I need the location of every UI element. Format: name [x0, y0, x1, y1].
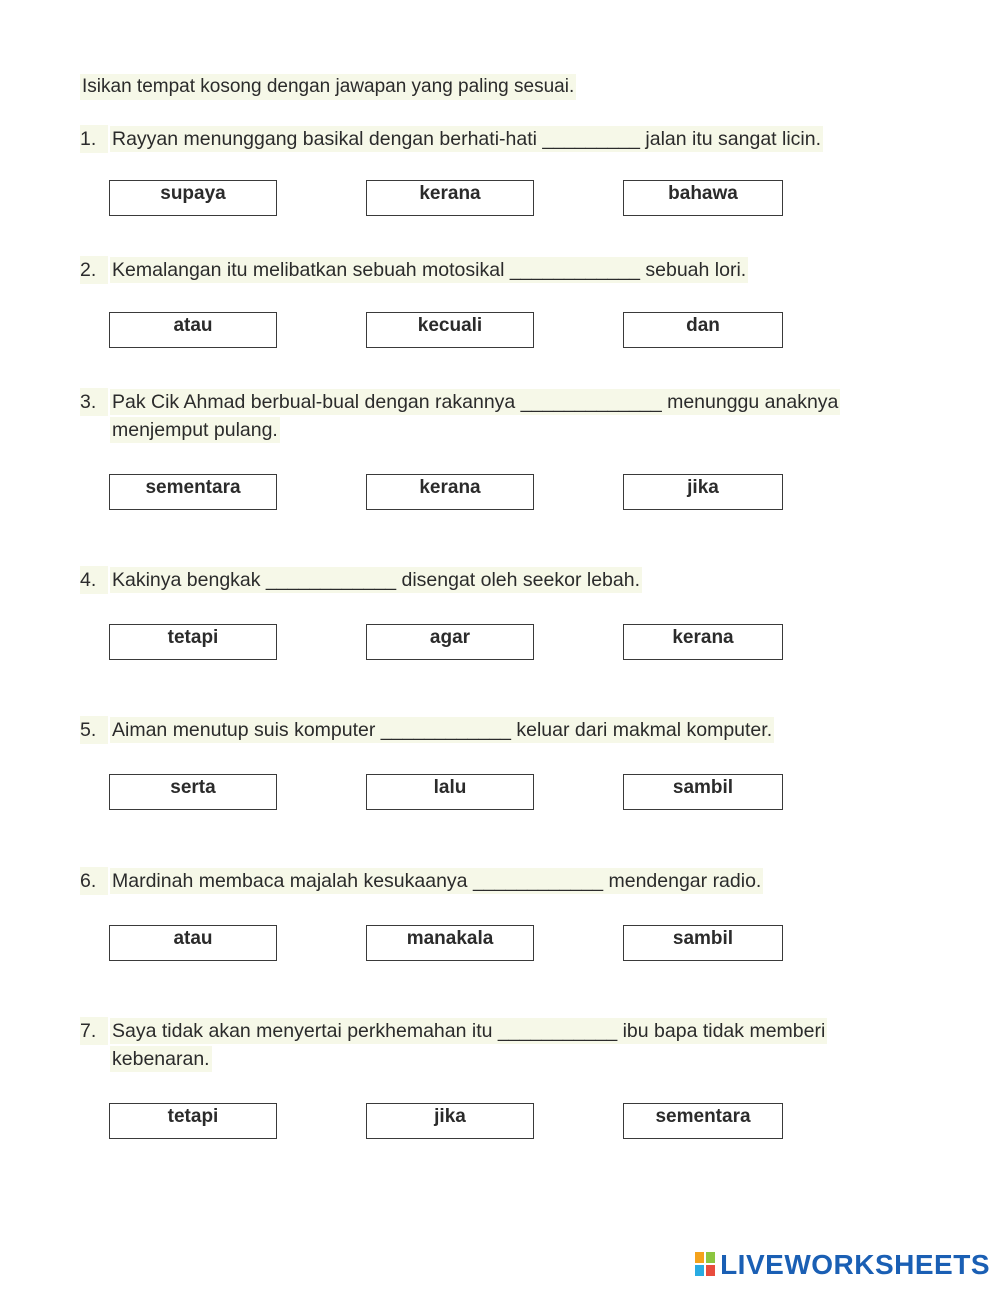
question-number: 6.: [80, 867, 108, 895]
option-manakala[interactable]: manakala: [366, 925, 534, 961]
option-serta[interactable]: serta: [109, 774, 277, 810]
option-atau[interactable]: atau: [109, 312, 277, 348]
option-agar[interactable]: agar: [366, 624, 534, 660]
option-bahawa[interactable]: bahawa: [623, 180, 783, 216]
question-3: [80, 388, 840, 444]
option-lalu[interactable]: lalu: [366, 774, 534, 810]
question-text: Kakinya bengkak ____________ disengat oleh seekor lebah.: [112, 569, 640, 591]
question-text: Kemalangan itu melibatkan sebuah motosikal ____________ sebuah lori.: [112, 259, 747, 281]
option-tetapi[interactable]: tetapi: [109, 624, 277, 660]
logo-text: LIVEWORKSHEETS: [720, 1249, 990, 1280]
option-sementara[interactable]: sementara: [623, 1103, 783, 1139]
option-sambil[interactable]: sambil: [623, 925, 783, 961]
question-text: Pak Cik Ahmad berbual-bual dengan rakannya _____________ menunggu anaknya: [112, 391, 839, 413]
question-text-continued: kebenaran.: [112, 1048, 210, 1070]
option-supaya[interactable]: supaya: [109, 180, 277, 216]
question-number: 3.: [80, 388, 108, 416]
option-kerana[interactable]: kerana: [366, 180, 534, 216]
question-5: [80, 716, 774, 744]
question-text-continued: menjemput pulang.: [112, 419, 278, 441]
option-kerana[interactable]: kerana: [623, 624, 783, 660]
instruction-text: Isikan tempat kosong dengan jawapan yang paling sesuai.: [80, 74, 576, 100]
question-4: [80, 566, 642, 594]
option-kecuali[interactable]: kecuali: [366, 312, 534, 348]
question-7: [80, 1017, 827, 1073]
option-tetapi[interactable]: tetapi: [109, 1103, 277, 1139]
question-text: Aiman menutup suis komputer ____________ keluar dari makmal komputer.: [112, 719, 773, 741]
question-number: 2.: [80, 256, 108, 284]
option-sementara[interactable]: sementara: [109, 474, 277, 510]
liveworksheets-logo: [695, 1250, 990, 1280]
option-jika[interactable]: jika: [623, 474, 783, 510]
question-number: 7.: [80, 1017, 108, 1045]
question-text: Saya tidak akan menyertai perkhemahan itu ___________ ibu bapa tidak memberi: [112, 1020, 826, 1042]
question-number: 5.: [80, 716, 108, 744]
question-2: [80, 256, 748, 284]
option-atau[interactable]: atau: [109, 925, 277, 961]
question-1: [80, 125, 823, 153]
question-text: Rayyan menunggang basikal dengan berhati-hati _________ jalan itu sangat licin.: [112, 128, 822, 150]
question-number: 1.: [80, 125, 108, 153]
option-sambil[interactable]: sambil: [623, 774, 783, 810]
question-number: 4.: [80, 566, 108, 594]
option-jika[interactable]: jika: [366, 1103, 534, 1139]
liveworksheets-logo-icon: [695, 1252, 717, 1278]
option-dan[interactable]: dan: [623, 312, 783, 348]
question-6: [80, 867, 763, 895]
option-kerana[interactable]: kerana: [366, 474, 534, 510]
question-text: Mardinah membaca majalah kesukaanya ____________ mendengar radio.: [112, 870, 762, 892]
